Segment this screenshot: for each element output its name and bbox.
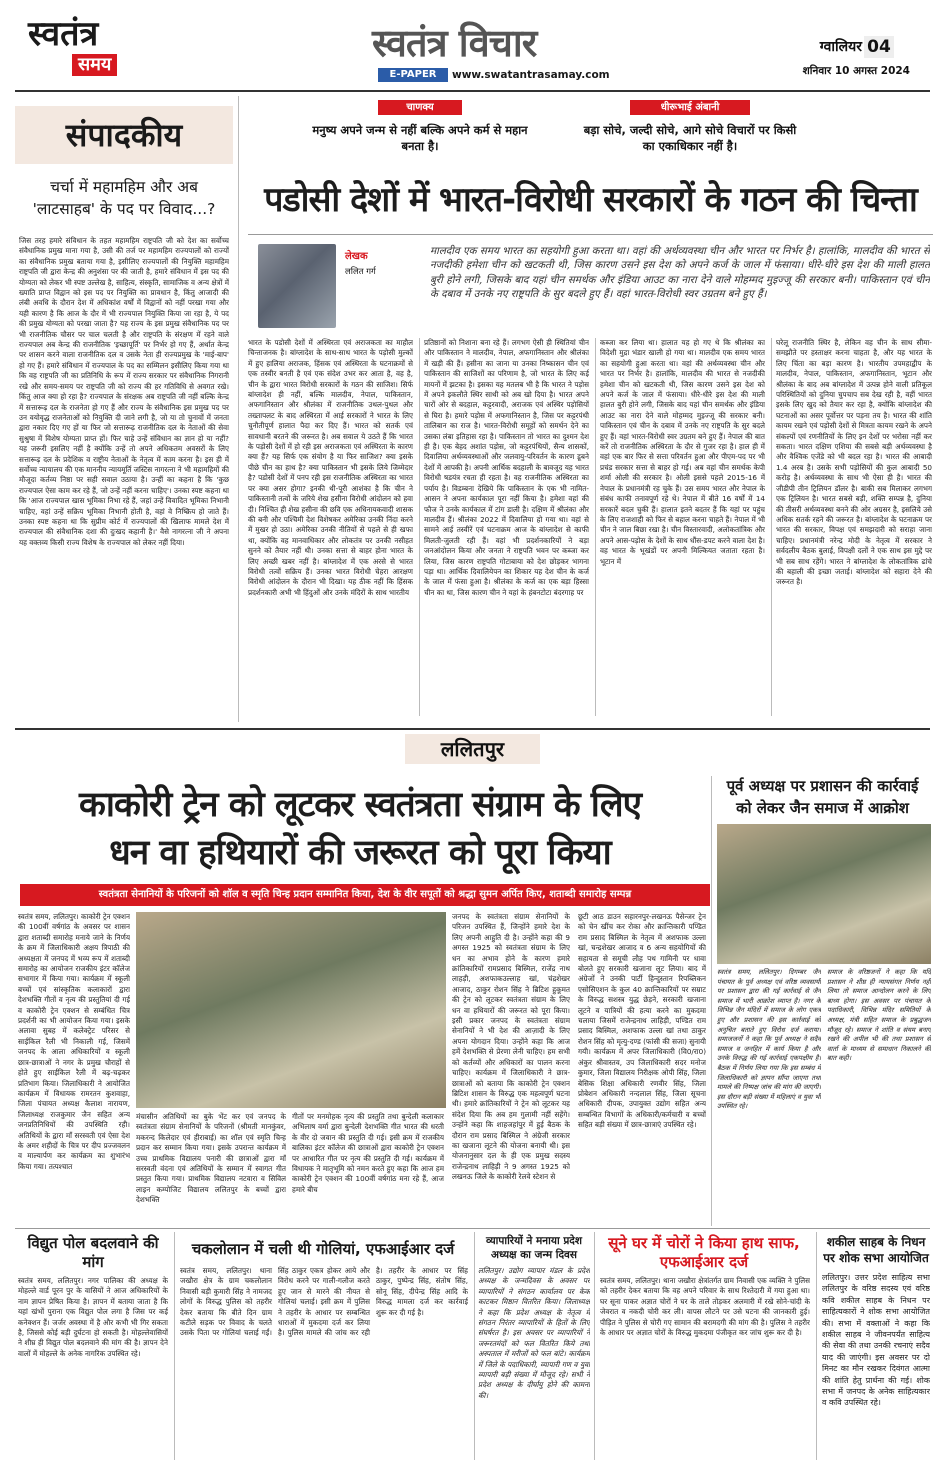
bottom-story-4-headline: सूने घर में चोरों ने किया हाथ साफ, एफआईआर दर्ज <box>608 1234 800 1271</box>
logo-top-text: स्वतंत्र <box>28 14 99 54</box>
kakori-story-col-2: मंचासीन अतिथियों का बुके भेंट कर एवं जनपद के स्वतंत्रता संग्राम सेनानियों के परिजनों (श्रीमती मानकुंवर, मकरन्द किलेदार एवं हीराबाई) का शॉल एवं स्मृति चिन्ह प्रदान कर सम्मान किया गया। इसके उपरान्त कार्यक्रम में उच्च प्राथमिक विद्यालय पनारी की छात्राओं द्वारा माँ सरस्वती वंदना एवं अतिथियों के सम्मान में स्वागत गीत प्रस्तुत किया गया। प्राथमिक विद्यालय नटवारा व सिविल लाइन कम्पोजिट विद्यालय ललितपुर के बच्चों द्वारा देशभक्ति <box>136 1112 286 1205</box>
kakori-story-col-4: जनपद के स्वतंत्रता संग्राम सेनानियों के परिजन उपस्थित हैं, जिन्होंने हमारे देश के लिए अपनी आहुति दी है। उन्होंने कहा की 9 अगस्त 1925 को स्वतंत्रता संग्राम के लिए धन का अभाव होने के कारण हमारे क्रांतिकारियों रामप्रसाद बिस्मिल, राजेंद्र नाथ लाहड़ी, अशफाकउल्लाह खां, चंद्रशेखर आजाद, ठाकुर रोशन सिंह ने ब्रिटिश हुकूमत की ट्रेन को लूटकर स्वतंत्रता संग्राम के लिए धन वा हथियारों की जरूरत को पूरा किया। इसी प्रकार जनपद के स्वतंत्रता संग्राम सेनानियों ने भी देश की आज़ादी के लिए अपना योगदान दिया। उन्होंने कहा कि आज हमें देशभक्ति से प्रेरणा लेनी चाहिए। हम सभी को कर्तव्यों और अधिकारों का पालन करना चाहिए। कार्यक्रम में जिलाधिकारी ने छात्र-छात्राओं को बताया कि काकोरी ट्रेन एक्शन ब्रिटिश शासन के विरुद्ध एक महत्वपूर्ण घटना थी। हमारे क्रांतिकारियों ने ट्रेन को लूटकर यह संदेश दिया कि अब हम गुलामी नहीं सहेंगे। उन्होंने कहा कि शाहजहांपुर में हुई बैठक के दौरान राम प्रसाद बिस्मिल ने अंग्रेजी सरकार का खजाना लूटने की योजना बनायी थी। इस योजनानुसार दल के ही एक प्रमुख सदस्य राजेन्द्रनाथ लाहिड़ी ने 9 अगस्त 1925 को लखनऊ जिले के काकोरी रेलवे स्टेशन से <box>452 912 570 1182</box>
masthead <box>0 0 945 92</box>
column-divider <box>771 338 772 716</box>
jain-protest-photo <box>717 824 931 964</box>
page-title: स्वतंत्र विचार <box>372 21 537 65</box>
side-headline-line-2: को लेकर जैन समाज में आक्रोश <box>736 799 909 817</box>
lead-column-2: प्रतिष्ठानों को निशाना बना रहे हैं। लगभग ऐसी ही स्थितियां चीन और पाकिस्तान ने मालदीव, नेपाल, अफगानिस्तान और श्रीलंका में खड़ी की हैं। हसीना का जाना या उनका निष्कासन चीन एवं पाकिस्तान की साजिशों का परिणाम है, जो भारत के लिए कई मायनों में झटका है। इसका यह मतलब भी है कि भारत ने पड़ोस में अपने इकलौते स्थिर साथी को अब खो दिया है। भारत अपने चारों ओर से बदहाल, कट्टरवादी, अराजक एवं अस्थिर पड़ोसियों से घिरा है। हमारे पड़ोस में अफगानिस्तान है, जिस पर कट्टरपंथी तालिबान का राज है। भारत-विरोधी समूहों को समर्थन देने का उसका लंबा इतिहास रहा है। पाकिस्तान तो भारत का दुश्मन देश ही है। एक बेहद अशांत पड़ोस, जो कट्टरपंथियों, सैन्य शासकों, दिवालिया अर्थव्यवस्थाओं और जलवायु-परिवर्तन के कारण डूबने देशों में आपकी है। अपनी आर्थिक बदहाली के बावजूद यह भारत विरोधी षडयंत्र रचता ही रहता है। वह राजनीतिक अस्थिरता का पर्याय है। विडम्बना देखिये कि पाकिस्तान के एक भी नामित-आसन ने अपना कार्यकाल पूरा नहीं किया है। हमेशा वहां की फौज ने उनके कार्यकाल में टांग डाली है। दक्षिण में श्रीलंका और मालदीव हैं। श्रीलंका 2022 में दिवालिया हो गया था। वहां से सामने आई तस्वीरें एवं घटनाक्रम आज के बांग्लादेश से काफी मिलती-जुलती रही हैं। वहां भी प्रदर्शनकारियों ने बड़ा जनआंदोलन किया और जनता ने राष्ट्रपति भवन पर कब्जा कर लिया, जिस कारण राष्ट्रपति गोटाबाया को देश छोड़कर भागना पड़ा था। आर्थिक दिवालियेपन का शिकार यह देश चीन के कर्ज के जाल में फंसा हुआ है। श्रीलंका के कर्ज का एक बड़ा हिस्सा चीन का था, जिस कारण चीन ने यहां के हंबनटोटा बंदरगाह पर <box>424 338 589 597</box>
website-link[interactable]: www.swatantrasamay.com <box>452 69 610 81</box>
author-name: ललित गर्ग <box>345 267 376 277</box>
quote-author-label: चाणक्य <box>378 100 462 115</box>
main-headline-line-1: काकोरी ट्रेन को लूटकर स्वतंत्रता संग्राम के लिए <box>79 785 641 825</box>
column-divider <box>174 1232 175 1460</box>
lead-intro: मालदीव एक समय भारत का सहयोगी हुआ करता था। वहां की अर्थव्यवस्था चीन और भारत पर निर्भर है। हालांकि, मालदीव की भारत से नजदीकी हमेशा चीन को खटकती थी, जिस कारण उसने इस देश को अपने कर्ज के जाल में फंसाया। धीरे-धीरे इस देश की माली हालत बुरी होने लगी, जिसके बाद यहां चीन समर्थक और इंडिया आउट का नारा देने वाले मोहम्मद मुइज्जू की सरकार बनी। पाकिस्तान एवं चीन के दबाव में उनके नए राष्ट्रपति के सुर बदले हुए हैं। वहां भारत-विरोधी स्वर उग्रतम बने हुए हैं। <box>430 245 930 300</box>
column-divider <box>595 338 596 716</box>
lead-column-4: घरेलू राजनीति स्थिर है, लेकिन वह चीन के साथ सीमा-समझौते पर हस्ताक्षर करना चाहता है, और यह भारत के लिए चिंता का बड़ा कारण है। भारतीय उपमहाद्वीप के मालदीव, नेपाल, पाकिस्तान, अफगानिस्तान, भूटान और श्रीलंका के बाद अब बांग्लादेश में उत्पन्न होने वाली प्रतिकूल परिस्थितियों को दुनिया चुपचाप सब देख रही है, वहीं भारत इसके लिए खुद को तैयार कर रहा है, क्योंकि बांग्लादेश की घटनाओं का असर पूर्वोत्तर पर पड़ना तय है। भारत की शांति कायम रखने एवं पड़ोसी देशों से मित्रता कायम रखने के अपने संकल्पों एवं रणनीतियों के लिए इन देशों पर भरोसा नहीं कर सकता। भारत दक्षिण एशिया की सबसे बड़ी अर्थव्यवस्था है और वैश्विक एजेंडे को भी बदल रहा है। भारत की आबादी 1.4 अरब है। उसके सभी पड़ोसियों की कुल आबादी 50 करोड़ है। अर्थव्यवस्था के साथ भी ऐसा ही है। भारत की जीडीपी तीन ट्रिलियन डॉलर है। बाकी सब मिलाकर लगभग एक ट्रिलियन है। भारत सबसे बड़ी, शक्ति सम्पन्न है, दुनिया की तीसरी अर्थव्यवस्था बनने की ओर अग्रसर है, इसलिये उसे अधिक सतर्क रहने की जरूरत है। बांग्लादेश के घटनाक्रम पर भारत की सरकार, विपक्ष एवं समझदारी को सराहा जाना चाहिए। प्रधानमंत्री नरेन्द्र मोदी के नेतृत्व में सरकार ने सर्वदलीय बैठक बुलाई, विपक्षी दलों ने एक साथ इस मुद्दे पर भी सब साथ रहेंगे। भारत ने बांग्लादेश के लोकतांत्रिक ढांचे की बहाली की इच्छा जताई। बांग्लादेश को सहारा देने की जरूरत है। <box>776 338 932 587</box>
quote-box-chanakya <box>300 98 540 168</box>
logo[interactable] <box>28 14 148 86</box>
bottom-story-3-body: ललितपुर। उद्योग व्यापार मंडल के प्रदेश अध्यक्ष के जन्मदिवस के अवसर पर व्यापारियों ने संगठन कार्यालय पर केक काटकर मिष्ठान वितरित किया। जिलाध्यक्ष ने कहा कि प्रदेश अध्यक्ष के नेतृत्व में संगठन निरंतर व्यापारियों के हितों के लिए संघर्षरत है। इस अवसर पर व्यापारियों ने जरूरतमंदों को फल वितरित किये तथा अस्पताल में मरीजों को फल बांटे। कार्यक्रम में जिले के पदाधिकारी, व्यापारी गण व युवा व्यापारी बड़ी संख्या में मौजूद रहे। सभी ने प्रदेश अध्यक्ष के दीर्घायु होने की कामना की। <box>478 1266 590 1400</box>
column-divider <box>238 96 239 722</box>
bottom-story-1-headline: विद्युत पोल बदलवाने की मांग <box>27 1234 159 1271</box>
logo-bottom-text: समय <box>72 54 117 76</box>
main-headline-line-2: धन वा हथियारों की जरूरत को पूरा किया <box>109 833 611 873</box>
kakori-event-photo <box>136 912 446 1108</box>
editorial-section-label: संपादकीय <box>15 106 233 164</box>
side-headline-line-1: पूर्व अध्यक्ष पर प्रशासन की कार्रवाई <box>726 777 919 795</box>
masthead-rule <box>15 90 930 92</box>
bottom-story-2-headline: चकलोलान में चली थी गोलियां, एफआईआर दर्ज <box>191 1240 455 1258</box>
bottom-rule <box>15 1228 930 1229</box>
column-divider <box>419 338 420 716</box>
lead-rule <box>248 234 933 235</box>
lead-column-1: भारत के पडोसी देशों में अस्थिरता एवं अराजकता का माहौल चिन्ताजनक है। बांग्लादेश के साथ-साथ भारत के पड़ोसी मुल्कों में हुए हालिया अराजक, हिंसक एवं अस्थिरता के घटनाक्रमों से एक तस्वीर बनती है एवं एक संदेश उभर कर आता है, वह है, चीन के द्वारा भारत विरोधी सरकारों के गठन की साजिश। सिर्फ बांग्लादेश ही नहीं, बल्कि मालदीव, नेपाल, पाकिस्तान, अफगानिस्तान और श्रीलंका में राजनीतिक उथल-पुथल और तख्तापलट के बाद अस्थिरता में आई सरकारों ने भारत के लिए चुनौतीपूर्ण हालात पैदा कर दिए हैं। भारत को सतर्क एवं सावधानी बरतने की जरूरत है। अब सवाल ये उठते हैं कि भारत के पड़ोसी देशों में हो रही इस अराजकता एवं अस्थिरता के कारण क्या हैं? यह सिर्फ एक संयोग है या फिर साजिश? क्या इसके पीछे चीन का हाथ है? क्या पाकिस्तान भी इसके लिये जिम्मेदार है? पडोसी देशों में पनप रही इस राजनीतिक अस्थिरता का भारत पर क्या असर होगा? इनकी थी-पूरी आशंका है कि चीन ने पाकिस्तानी तत्वों के जरिये शेख हसीना विरोधी आंदोलन को हवा दी। निश्चित ही शेख हसीना की छवि एक अधिनायकवादी शासक की बनी और पश्चिमी देश विशेषकर अमेरिका उनकी निंदा करने में मुखर हो उठा। अमेरिका उनकी नीतियों से पहले से ही खफा था, क्योंकि वह मानवाधिकार और लोकतंत्र पर उनकी नसीहत सुनने को तैयार नहीं थी। उनका सत्ता से बाहर होना भारत के लिए अच्छी खबर नहीं है। बांग्लादेश में एक अरसे से भारत विरोधी तत्वों सक्रिय हैं। उनका भारत विरोधी चेहरा आरक्षण विरोधी आंदोलन के दौरान भी दिखा। यह ठीक नहीं कि हिंसक प्रदर्शनकारी अभी भी हिंदुओं और उनके मंदिरों के साथ भारतीय <box>248 338 413 597</box>
edition-date: शनिवार 10 अगस्त 2024 <box>802 65 910 77</box>
bottom-story-5-headline: शकील साहब के निधन पर शोक सभा आयोजित <box>823 1235 929 1265</box>
column-divider <box>816 1232 817 1460</box>
column-divider <box>594 1232 595 1460</box>
epaper-badge: E-PAPER <box>378 68 448 82</box>
section-rule <box>15 728 930 730</box>
main-strap: स्वतंत्रता सेनानियों के परिजनों को शॉल व स्मृति चिन्ह प्रदान सम्मानित किया, देश के वीर सपूतों को श्रद्धा सुमन अर्पित किए, शताब्दी समारोह सम्पन्न <box>20 884 710 906</box>
bottom-story-4-body: स्वतंत्र समय, ललितपुर। थाना जखौरा क्षेत्रांतर्गत ग्राम निवासी एक व्यक्ति ने पुलिस को तहरीर देकर बताया कि वह अपने परिवार के साथ रिश्तेदारी में गया हुआ था। घर सूना पाकर अज्ञात चोरों ने घर के ताले तोड़कर अलमारी में रखे सोने-चांदी के जेवरात व नकदी चोरी कर ली। वापस लौटने पर उसे घटना की जानकारी हुई। पीड़ित ने पुलिस से चोरी गए सामान की बरामदगी की मांग की है। पुलिस ने तहरीर के आधार पर अज्ञात चोरों के विरुद्ध मुकदमा पंजीकृत कर जांच शुरू कर दी है। <box>600 1276 810 1338</box>
quote-text: बड़ा सोचे, जल्दी सोचे, आगे सोचे विचारों पर किसी का एकाधिकार नहीं है। <box>583 123 797 153</box>
bottom-story-2-body: स्वतंत्र समय, ललितपुर। थाना जखौरा क्षेत्र के ग्राम चकलोलान निवासी बड़ी कुमारी सिंह ने नामजद लोगों के विरुद्ध पुलिस को तहरीर देकर बताया कि बीते दिन ग्राम कटीले सड़क पर विवाद के चलते उसके पिता पर गोलियां चलाई गईं। सिंह ठाकुर एकत्र होकर आये और विरोध करने पर गाली-गलौज करते हुए जान से मारने की नीयत से गोलियां चलाई। इसी क्रम में पुलिस ने तहरीर के आधार पर सम्बन्धित धाराओं में मुकदमा दर्ज कर लिया है। पुलिस मामले की जांच कर रही है। तहरीर के आधार पर सिंह ठाकुर, पुष्पेन्द्र सिंह, संतोष सिंह, सोनू सिंह, दीपेन्द्र सिंह आदि के विरुद्ध मामला दर्ज कर कार्रवाई शुरू कर दी गई है। <box>180 1266 468 1338</box>
quote-text: मनुष्य अपने जन्म से नहीं बल्कि अपने कर्म से महान बनता है। <box>312 123 528 153</box>
edition-city: ग्वालियर <box>819 39 862 55</box>
editorial-headline: चर्चा में महामहिम और अब 'लाटसाहब' के पद पर विवाद...? <box>32 178 216 218</box>
quote-box-ambani <box>570 98 810 168</box>
column-divider <box>474 1232 475 1460</box>
bottom-story-1-body: स्वतंत्र समय, ललितपुर। नगर पालिका की अध्यक्ष के मोहल्ले वार्ड पूरन पुर के वासियों ने आज अधिकारियों के नाम ज्ञापन प्रेषित किया है। ज्ञापन में बताया जाता है कि यहां खंभों पुराना एक विद्युत पोल लगा है जिस पर कई कनेक्शन हैं। जर्जर अवस्था में है और कभी भी गिर सकता है, जिससे कोई बड़ी दुर्घटना हो सकती है। मोहल्लेवासियों ने शीघ्र ही विद्युत पोल बदलवाने की मांग की है। ज्ञापन देने वालों में मोहल्ले के अनेक नागरिक उपस्थित रहे। <box>18 1276 168 1358</box>
jain-story-col-1: स्वतंत्र समय, ललितपुर। दिगम्बर जैन पंचायत के पूर्व अध्यक्ष एवं वरिष्ठ व्यवसायी पर प्रशासन द्वारा की गई कार्रवाई से जैन समाज में भारी आक्रोश व्याप्त है। नगर के विभिन्न जैन मंदिरों में समाज के लोग एकत्र हुए और प्रशासन की इस कार्रवाई को अनुचित बताते हुए विरोध दर्ज कराया। समाजजनों ने कहा कि पूर्व अध्यक्ष ने सदैव समाज व जनहित में कार्य किया है और उनके विरुद्ध की गई कार्रवाई एकपक्षीय है। बैठक में निर्णय लिया गया कि इस सम्बंध में जिलाधिकारी को ज्ञापन सौंपा जाएगा तथा मामले की निष्पक्ष जांच की मांग की जाएगी। इस दौरान बड़ी संख्या में महिलाएं व युवा भी उपस्थित रहे। <box>717 968 821 1111</box>
author-photo <box>258 244 336 328</box>
jain-story-col-2: समाज के वरिष्ठजनों ने कहा कि यदि प्रशासन ने शीघ्र ही न्यायसंगत निर्णय नहीं लिया तो समाज आन्दोलन करने के लिए बाध्य होगा। इस अवसर पर पंचायत के पदाधिकारी, विभिन्न मंदिर समितियों के अध्यक्ष, मंत्री सहित समाज के प्रबुद्धजन मौजूद रहे। समाज ने शांति व संयम बनाए रखने की अपील भी की तथा प्रशासन से वार्ता के माध्यम से समाधान निकालने की बात कही। <box>827 968 931 1063</box>
kakori-story-col-1: स्वतंत्र समय, ललितपुर। काकोरी ट्रेन एक्शन की 100वीं वर्षगांठ के अवसर पर शासन द्वारा शताब्दी समारोह मनाये जाने के निर्णय के क्रम में जिलाधिकारी अक्षय त्रिपाठी की अध्यक्षता में जनपद में भव्य रूप में शताब्दी समारोह का आयोजन राजकीय इंटर कॉलेज सभागार में किया गया। कार्यक्रम में स्कूली बच्चों एवं सांस्कृतिक कलाकारों द्वारा देशभक्ति गीतों व नृत्य की प्रस्तुतियां दी गई व काकोरी ट्रेन एक्शन से सम्बंधित चित्र प्रदर्शनी का भी आयोजन किया गया। इसके अलावा सुबह में कलेक्ट्रेट परिसर से साईकिल रैली भी निकाली गई, जिसमें जनपद के आला अधिकारियों व स्कूली छात्र-छात्राओं ने नगर के प्रमुख चौराहों से होते हुए साईकिल रैली में बढ़-चढ़कर प्रतिभाग किया। जिलाधिकारी ने आयोजित कार्यक्रम में विधायक रामरतन कुशवाहा, जिला पंचायत अध्यक्ष कैलाश नारायण, जिलाध्यक्ष राजकुमार जैन सहित अन्य जनप्रतिनिधियों की उपस्थिति रही। अतिथियों के द्वारा माँ सरस्वती एवं ऐसा देश के अमर शहीदों के चित्र पर दीप प्रज्जवलन व माल्यार्पण कर कार्यक्रम का शुभारंभ किया गया। तत्पश्चात <box>18 912 130 1171</box>
bottom-story-5-body: ललितपुर। उत्तर प्रदेश साहित्य सभा ललितपुर के वरिष्ठ सदस्य एवं वरिष्ठ कवि शकील साहब के निधन पर साहित्यकारों ने शोक सभा आयोजित की। सभा में वक्ताओं ने कहा कि शकील साहब ने जीवनपर्यंत साहित्य की सेवा की तथा उनकी रचनाएं सदैव याद की जाएंगी। इस अवसर पर दो मिनट का मौन रखकर दिवंगत आत्मा की शांति हेतु प्रार्थना की गई। शोक सभा में जनपद के अनेक साहित्यकार व कवि उपस्थित रहे। <box>822 1273 930 1408</box>
lalitpur-section-label: ललितपुर <box>405 734 540 764</box>
page-number: 04 <box>864 36 894 58</box>
editorial-body: जिस तरह हमारे संविधान के तहत महामहिम राष्ट्रपति जी को देश का सर्वोच्च संवैधानिक प्रमुख माना गया है, उसी की तर्ज पर महामहिम राज्यपालों को राज्यों का संवैधानिक प्रमुख बताया गया है, इसीलिए राज्यपालों की नियुक्ति महामहिम राष्ट्रपति जी द्वारा केन्द्र की अनुशंसा पर की जाती है, हमारे संविधान में इस पद की योग्यता को लेकर भी स्पष्ट उल्लेख है, साहित्य, संस्कृति, सामाजिक व अन्य क्षेत्रों में ख्याति प्राप्त विद्वान को इस पद पर नियुक्ति का प्रावधान है, किंतु आजादी की लंबी अवधि के दौरान देश में अधिकांश वर्षों में विद्वानों को नहीं परखा गया और यही कारण है कि आज के दौर में भी राज्यपाल नियुक्ति किया जा रहा है, ये पद की प्रमुख योग्यता को परखा जाता है? यह राज्य के इस प्रमुख संवैधानिक पद पर भी राजनीतिक चौसर पर चाल चलती है और राष्ट्रपति के संरक्षण में रहने वाले राज्यपाल अब केन्द्र की राजनीतिक 'इच्छापूर्ति' पर निर्भर हो गए हैं, अर्थात केन्द्र पर शासन करने वाला राजनीतिक दल व उसके नेता ही राज्यप्रमुख के 'माई-बाप' हो गए हैं। हमारे संविधान में राज्यपाल के पद का सम्मिलन इसीलिए किया गया था कि वह राष्ट्रपति जी का प्रतिनिधि के रूप में राज्य सरकार पर संवैधानिक निगरानी रखे और समय-समय पर राष्ट्रपति जी को राज्य की हर गतिविधि से अवगत रखे। किंतु आज क्या हो रहा है? राज्यपाल के संरक्षक अब राष्ट्रपति जी नहीं बल्कि केन्द्र में सत्तारूढ़ दल के राजनेता हो गए हैं और राज्य के संवैधानिक इस प्रमुख पद पर उन वयोवृद्ध राजनेताओं को नियुक्ति दी जाने लगी है, जो या तो चुनावों में जनता द्वारा नकार दिए गए हों या फिर जो सत्तारूढ़ राजनीतिक दल के नेताओं की सेवा सुश्रुषा में विशेष योग्यता प्राप्त हों। फिर चाहे उन्हें संविधान का ज्ञान हो या नहीं? यह जरूरी इसलिए नहीं है क्योंकि उन्हें तो अपने अधिकतम अवसरों के लिए सत्तारूढ़ दल के प्रदेशिक व राष्ट्रीय नेताओं के नेतृत्व में काम करना है। इस ही में सर्वोच्च न्यायालय की एक माननीय न्यायमूर्ति जस्टिस नागरत्ना ने भी महामहिमों की मौजूदा कर्तव्य निष्ठा पर सही सवाल उठाया है। उन्हीं का कहना है कि 'कुछ राज्यपाल ऐसा काम कर रहे हैं, जो उन्हें नहीं करना चाहिए'। उनका स्पष्ट कहना था कि 'आज राज्यपाल खास भूमिका निभा रहे हैं, जहां उन्हें विवादित भूमिका निभानी चाहिए, वहां उन्हें सक्रिय भूमिका निभानी होती है, वहां वे निष्क्रिय हो जाते हैं। उनका स्पष्ट कहना था कि सुप्रीम कोर्ट में राज्यपालों की खिलाफ मामले देश में राज्यपाल की संवैधानिक दशा की दुःखद कहानी है।' वैसे नागरत्ना जी ने अपना यह वक्तव्य किसी राज्य विशेष के राज्यपाल को लेकर नहीं दिया। <box>19 236 229 547</box>
quote-author-label: धीरूभाई अंबानी <box>630 100 750 115</box>
lead-headline: पडोसी देशों में भारत-विरोधी सरकारों के गठन की चिन्ता <box>264 180 917 220</box>
kakori-story-col-3: गीतों पर मनमोहक नृत्य की प्रस्तुति तथा बुन्देली कलाकार अभिलाष वर्मा द्वारा बुन्देली देशभक्ति गीत भारत की धरती के वीर दो जवान की प्रस्तुति दी गई। इसी क्रम में राजकीय बालिका इंटर कॉलेज की छात्राओं द्वारा काकोरी ट्रेन एक्शन पर आधारित गीत पर नृत्य की प्रस्तुति दी गई। कार्यक्रम में विधायक ने मातृभूमि को नमन करते हुए कहा कि आज हम काकोरी ट्रेन एक्शन की 100वीं वर्षगांठ मना रहे हैं, आज हमारे बीच <box>292 1112 444 1194</box>
author-label: लेखक <box>345 251 368 262</box>
bottom-story-3-headline: व्यापारियों ने मनाया प्रदेश अध्यक्ष का जन्म दिवस <box>485 1235 583 1261</box>
editorial-column <box>15 96 233 722</box>
kakori-story-col-5: छूटी आठ डाउन सहारनपुर-लखनऊ पैसेन्जर ट्रेन को चेन खींच कर रोका और क्रान्तिकारी पण्डित राम प्रसाद बिस्मिल के नेतृत्व में अशफाक उल्ला खां, चन्द्रशेखर आजाद व 6 अन्य सहयोगियों की सहायता से समूची लौह पथ गामिनी पर धावा बोलते हुए सरकारी खजाना लूट लिया। बाद में अंग्रेजों ने उनकी पार्टी हिन्दुस्तान रिपब्लिकन एसोसिएशन के कुल 40 क्रान्तिकारियों पर सम्राट के विरुद्ध सशस्त्र युद्ध छेड़ने, सरकारी खजाना लूटने व यात्रियों की हत्या करने का मुकदमा चलाया जिसमें राजेन्द्रनाथ लाहिड़ी, पण्डित राम प्रसाद बिस्मिल, अशफाक उल्ला खां तथा ठाकुर रोशन सिंह को मृत्यु-दण्ड (फांसी की सजा) सुनायी गयी। कार्यक्रम में अपर जिलाधिकारी (वि0/रा0) अंकुर श्रीवास्तव, उप जिलाधिकारी सदर मनोज कुमार, जिला विद्यालय निरीक्षक ओपी सिंह, जिला बेसिक शिक्षा अधिकारी रणवीर सिंह, जिला प्रोबेशन अधिकारी नन्दलाल सिंह, जिला सूचना अधिकारी दीपक, उपायुक्त उद्योग सहित अन्य सम्बन्धित विभागों के अधिकारी/कर्मचारी व बच्चों सहित बड़ी संख्या में छात्र-छात्राएं उपस्थित रहे। <box>578 912 706 1130</box>
column-divider <box>711 776 712 1226</box>
lead-column-3: कब्जा कर लिया था। हालात यह हो गए थे कि श्रीलंका का विदेशी मुद्रा भंडार खाली हो गया था। मालदीव एक समय भारत का सहयोगी हुआ करता था। वहां की अर्थव्यवस्था चीन और भारत पर निर्भर है। हालांकि, मालदीव की भारत से नजदीकी हमेशा चीन को खटकती थी, जिस कारण उसने इस देश को अपने कर्ज के जाल में फंसाया। धीरे-धीरे इस देश की माली हालत बुरी होने लगी, जिसके बाद यहां चीन समर्थक और इंडिया आउट का नारा देने वाले मोहम्मद मुइज्जू की सरकार बनी। पाकिस्तान एवं चीन के दबाव में उनके नए राष्ट्रपति के सुर बदले हुए हैं। वहां भारत-विरोधी स्वर उग्रतम बने हुए हैं। नेपाल की बात करें तो राजनीतिक अस्थिरता के दौर से गुजर रहा है। हाल ही में वहां एक बार फिर से सत्ता परिवर्तन हुआ और पीएम-पद पर भी प्रचंड सरकार सत्ता से बाहर हो गई। अब वहां चीन समर्थक केपी शर्मा ओली की सरकार है। ओली इससे पहले 2015-16 में नेपाल के प्रधानमंत्री रह चुके हैं। उस समय भारत और नेपाल के संबंध काफी तनावपूर्ण रहे थे। नेपाल में बीते 16 वर्षों में 14 सरकारें बदल चुकी हैं। हालात इतने बदतर हैं कि यहां पर पहुंच के लिए राजशाही को फिर से बहाल करना चाहते हैं। नेपाल में भी चीन ने जाल बिछा रखा है। चीन विस्तारवादी, अलोकतांत्रिक और अपने आस-पड़ोस के देशों के साथ धौंस-डपट करने वाला देश है। वह भारत के भूखंडों पर अपनी मिल्कियत जताता रहता है। भूटान में <box>600 338 765 566</box>
